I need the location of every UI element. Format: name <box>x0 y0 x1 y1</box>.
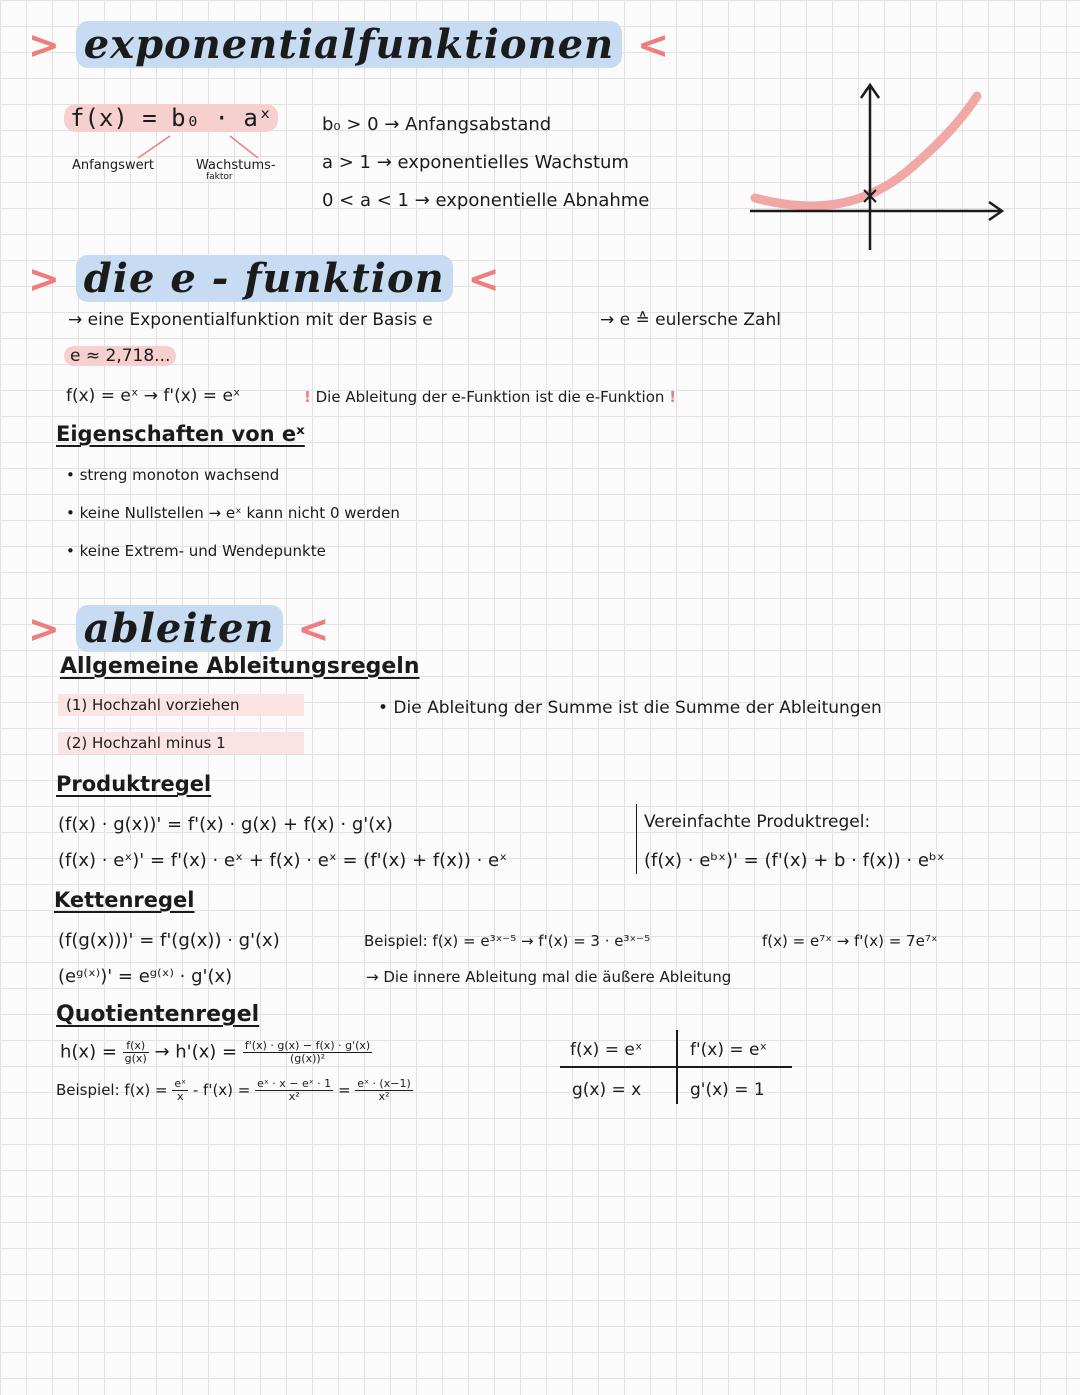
product-rule-1: (f(x) · g(x))' = f'(x) · g(x) + f(x) · g'(x) <box>58 814 393 835</box>
quot-ex-fp: f'(x) = <box>203 1081 251 1099</box>
quot-ex-label: Beispiel: <box>56 1081 120 1099</box>
prop-item: • keine Extrem- und Wendepunkte <box>66 542 326 560</box>
exp-formula: f(x) = b₀ · aˣ <box>64 104 278 132</box>
e-derivative: f(x) = eˣ → f'(x) = eˣ <box>66 386 241 406</box>
exclamation-icon: ! <box>669 388 677 406</box>
quot-ex-num-1: eˣ <box>174 1077 187 1090</box>
e-note <box>304 388 676 406</box>
quot-lhs: h(x) = <box>60 1041 117 1063</box>
table-f: f(x) = eˣ <box>570 1040 643 1060</box>
quot-ex-num-3: eˣ · (x−1) <box>357 1077 411 1090</box>
table-vline <box>676 1030 678 1104</box>
section-e-title: die e - funktion <box>76 255 453 302</box>
quot-ex-eq: = <box>337 1081 351 1099</box>
product-rule-2: (f(x) · eˣ)' = f'(x) · eˣ + f(x) · eˣ = (f'(x) + f(x)) · eˣ <box>58 850 508 871</box>
exp-graph <box>745 78 1015 258</box>
quot-ex-fraction-1 <box>172 1078 188 1103</box>
quot-ex-den-2: x² <box>288 1090 300 1103</box>
prop-item: • keine Nullstellen → eˣ kann nicht 0 werden <box>66 504 400 522</box>
quotient-example <box>56 1078 413 1103</box>
e-approx: e ≈ 2,718... <box>64 346 176 366</box>
general-rule-1: (1) Hochzahl vorziehen <box>58 694 304 716</box>
heading-left-arrow: > <box>28 257 61 301</box>
quotient-title: Quotientenregel <box>56 1002 260 1027</box>
section-exp-heading <box>28 22 670 68</box>
quot-num-1: f(x) <box>123 1040 149 1053</box>
heading-right-arrow: < <box>637 23 670 67</box>
exclamation-icon: ! <box>304 388 311 406</box>
quot-ex-fraction-3 <box>355 1078 412 1103</box>
table-fp: f'(x) = eˣ <box>690 1040 768 1060</box>
heading-right-arrow: < <box>467 257 501 301</box>
exp-rule-1: b₀ > 0 → Anfangsabstand <box>322 114 552 135</box>
sum-rule: • Die Ableitung der Summe ist die Summe der Ableitungen <box>378 698 882 718</box>
e-euler: → e ≙ eulersche Zahl <box>600 310 781 330</box>
quot-ex-den-1: x <box>176 1090 184 1103</box>
e-note-text: Die Ableitung der e-Funktion ist die e-Funktion <box>315 388 665 406</box>
e-definition: → eine Exponentialfunktion mit der Basis e <box>68 310 433 330</box>
section-abl-heading <box>28 606 330 652</box>
chain-rule-1: (f(g(x)))' = f'(g(x)) · g'(x) <box>58 930 280 951</box>
quot-den-1: g(x) <box>124 1052 147 1065</box>
general-rules-title: Allgemeine Ableitungsregeln <box>60 654 420 679</box>
quot-ex-arrow: - <box>192 1081 199 1099</box>
quot-ex-num-2: eˣ · x − eˣ · 1 <box>257 1077 332 1090</box>
chain-title: Kettenregel <box>54 888 195 912</box>
chain-note: → Die innere Ableitung mal die äußere Ableitung <box>366 968 732 986</box>
label-growth-factor: Wachstums- <box>196 158 276 173</box>
general-rule-2: (2) Hochzahl minus 1 <box>58 732 304 754</box>
chain-example-2: f(x) = e⁷ˣ → f'(x) = 7e⁷ˣ <box>762 932 938 950</box>
label-start-value: Anfangswert <box>72 158 155 173</box>
heading-right-arrow: < <box>297 607 331 651</box>
section-exp-title: exponentialfunktionen <box>76 21 622 68</box>
quot-ex-f: f(x) = <box>124 1081 168 1099</box>
props-title: Eigenschaften von eˣ <box>56 422 305 446</box>
section-e-heading <box>28 256 501 302</box>
label-growth-factor-2: faktor <box>206 172 233 182</box>
chain-rule-2: (eᵍ⁽ˣ⁾)' = eᵍ⁽ˣ⁾ · g'(x) <box>58 966 233 987</box>
table-g: g(x) = x <box>572 1080 642 1100</box>
product-title: Produktregel <box>56 772 212 796</box>
quot-mid: → h'(x) = <box>154 1041 238 1063</box>
quotient-rule <box>60 1040 372 1065</box>
prop-item: • streng monoton wachsend <box>66 466 280 484</box>
chain-example: Beispiel: f(x) = e³ˣ⁻⁵ → f'(x) = 3 · e³ˣ⁻⁵ <box>364 932 651 950</box>
quot-num-2: f'(x) · g(x) − f(x) · g'(x) <box>244 1039 371 1052</box>
exp-curve <box>755 96 977 206</box>
quot-fraction-2 <box>243 1040 372 1065</box>
exp-rule-3: 0 < a < 1 → exponentielle Abnahme <box>322 190 650 211</box>
quot-den-2: (g(x))² <box>290 1052 326 1065</box>
table-gp: g'(x) = 1 <box>690 1080 765 1100</box>
heading-left-arrow: > <box>28 23 61 67</box>
quot-ex-fraction-2 <box>255 1078 333 1103</box>
exp-rule-2: a > 1 → exponentielles Wachstum <box>322 152 629 173</box>
heading-left-arrow: > <box>28 607 61 651</box>
quot-fraction-1 <box>123 1040 149 1065</box>
simplified-rule: (f(x) · eᵇˣ)' = (f'(x) + b · f(x)) · eᵇˣ <box>644 850 945 871</box>
simplified-title: Vereinfachte Produktregel: <box>644 812 871 832</box>
product-divider <box>636 804 637 874</box>
quot-ex-den-3: x² <box>378 1090 390 1103</box>
section-abl-title: ableiten <box>76 605 283 652</box>
